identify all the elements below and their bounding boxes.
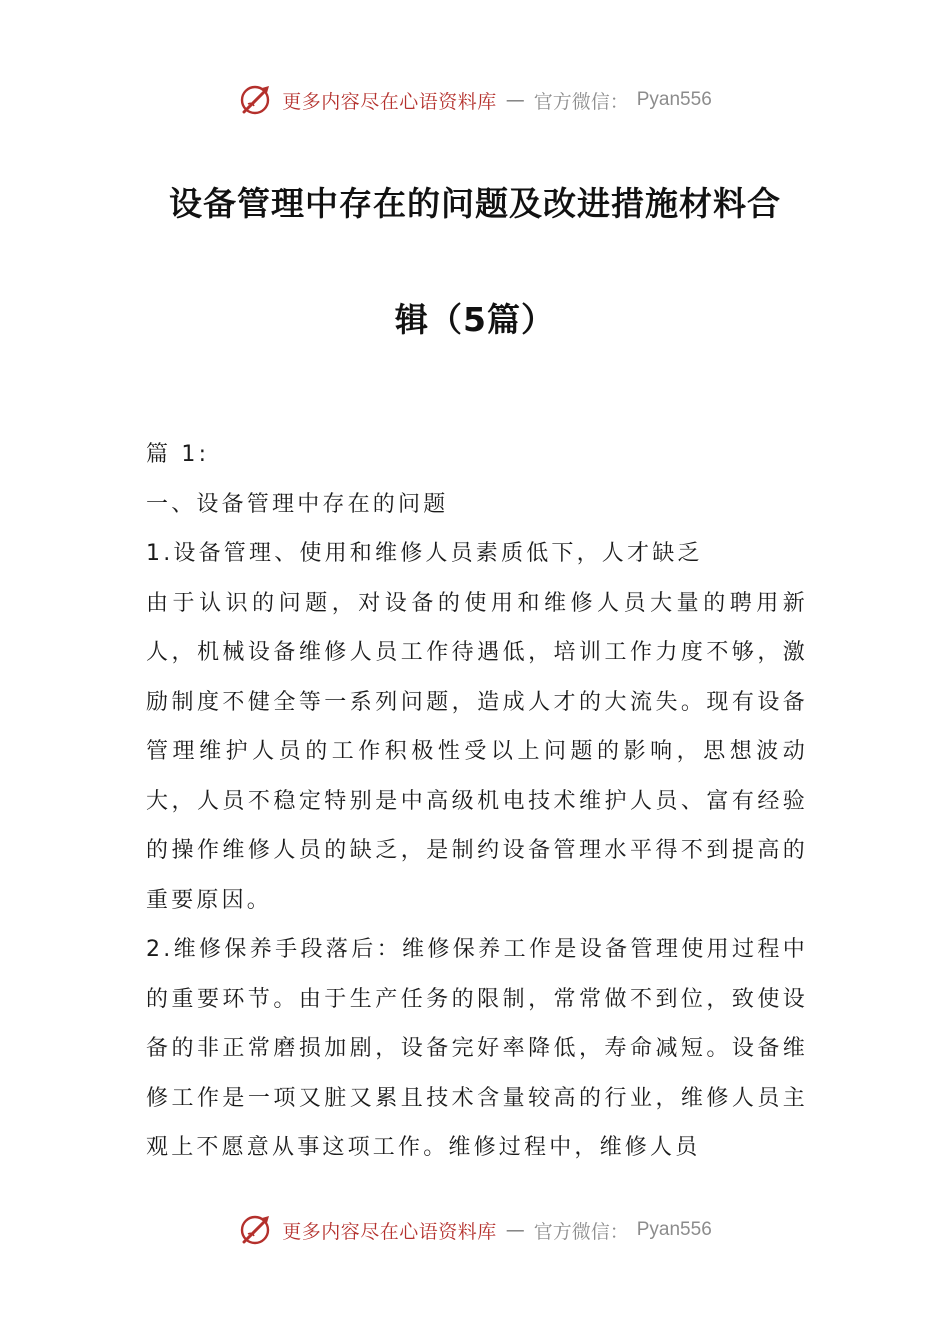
banner-ad-text: 更多内容尽在心语资料库 — [282, 1220, 497, 1243]
section-heading: 一、设备管理中存在的问题 — [146, 491, 449, 517]
banner-wechat-id: Pyan556 — [636, 1219, 712, 1240]
item-2-paragraph: 2.维修保养手段落后：维修保养工作是设备管理使用过程中的重要环节。由于生产任务的限制，常常做不到位，致使设备的非正常磨损加剧，设备完好率降低，寿命减短。设备维修工作是一项又脏又累且技术含量较高的行业，维修人员主观上不愿意从事这项工作。维修过程中，维修人员 — [146, 937, 808, 1160]
footer-banner — [0, 1212, 950, 1248]
pen-circle-logo-icon — [238, 82, 274, 118]
banner-dash: — — [505, 89, 525, 111]
document-body — [146, 430, 808, 1173]
pen-circle-logo-icon — [238, 1212, 274, 1248]
item-1-paragraph: 由于认识的问题，对设备的使用和维修人员大量的聘用新人，机械设备维修人员工作待遇低，培训工作力度不够，激励制度不健全等一系列问题，造成人才的大流失。现有设备管理维护人员的工作积极性受以上问题的影响，思想波动大，人员不稳定特别是中高级机电技术维护人员、富有经验的操作维修人员的缺乏，是制约设备管理水平得不到提高的重要原因。 — [146, 590, 808, 913]
document-title-line-1: 设备管理中存在的问题及改进措施材料合 — [169, 184, 781, 223]
header-banner — [0, 82, 950, 118]
document-title-line-2: 辑（5篇） — [395, 300, 555, 339]
item-1-heading: 1.设备管理、使用和维修人员素质低下，人才缺乏 — [146, 541, 703, 566]
banner-ad-text: 更多内容尽在心语资料库 — [282, 90, 497, 113]
banner-wechat-id: Pyan556 — [636, 89, 712, 110]
banner-wechat-label: 官方微信： — [533, 1220, 629, 1243]
chapter-label: 篇 1: — [146, 442, 210, 467]
banner-dash: — — [505, 1219, 525, 1241]
banner-wechat-label: 官方微信： — [533, 90, 629, 113]
